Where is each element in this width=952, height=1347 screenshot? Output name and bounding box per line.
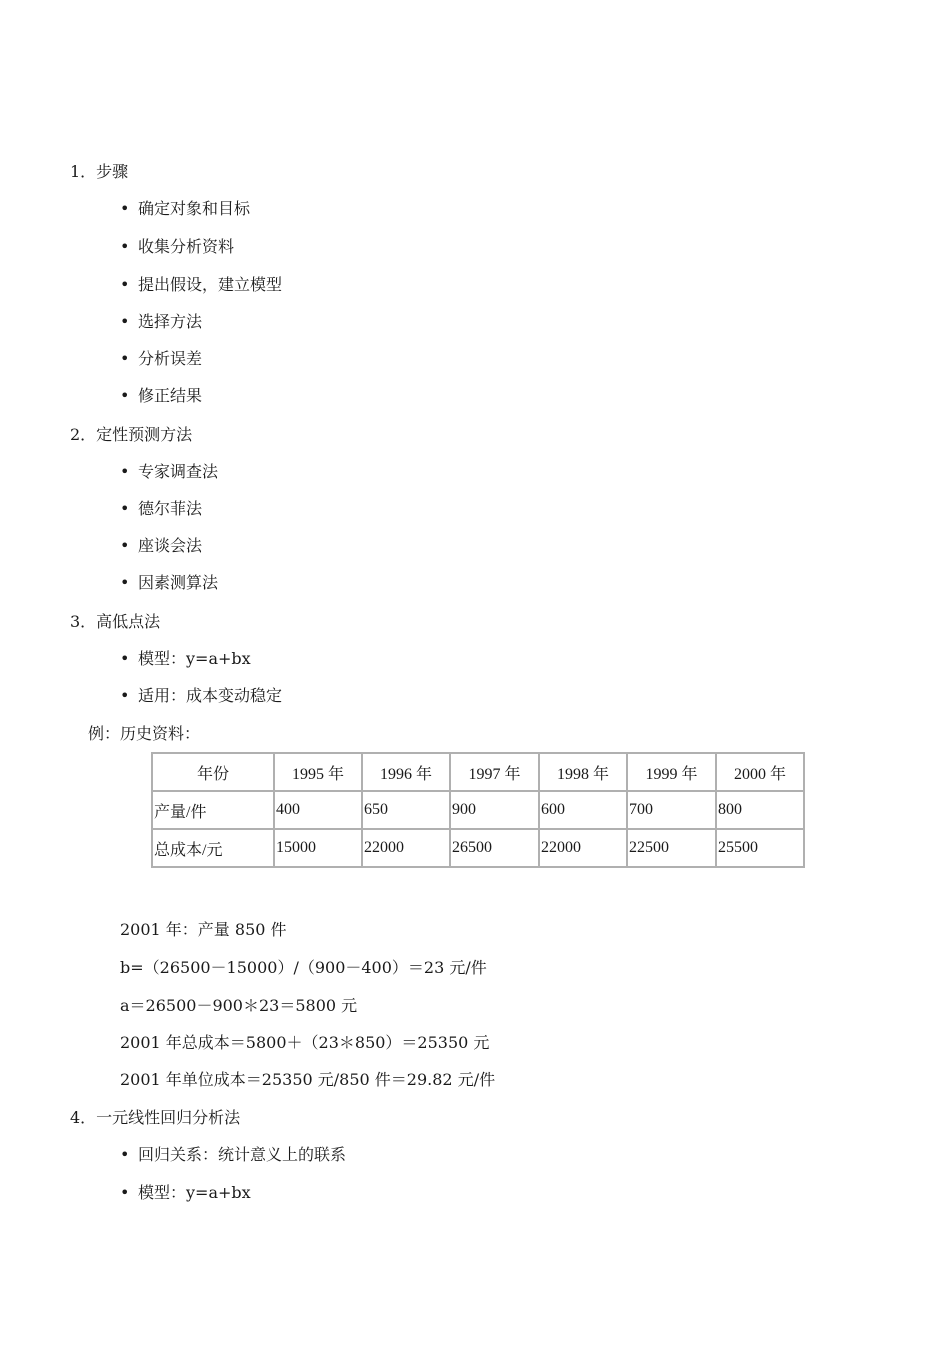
bullet-icon: • — [120, 1183, 130, 1202]
table-header-cell: 1995 年 — [274, 753, 362, 791]
list-item — [120, 275, 282, 295]
table-cell: 600 — [539, 791, 627, 829]
list-item-label: 分析误差 — [138, 349, 203, 368]
list-item — [120, 1145, 346, 1165]
table-cell: 25500 — [716, 829, 804, 867]
list-item-label: 专家调查法 — [138, 462, 219, 481]
bullet-icon: • — [120, 536, 130, 555]
list-item-label: 回归关系：统计意义上的联系 — [138, 1145, 347, 1164]
bullet-icon: • — [120, 349, 130, 368]
bullet-icon: • — [120, 275, 130, 294]
table-header-cell: 1996 年 — [362, 753, 450, 791]
table-row — [152, 791, 804, 829]
calc-line: 2001 年：产量 850 件 — [120, 920, 287, 939]
section-heading-qualitative: 2．定性预测方法 — [70, 425, 193, 444]
table-cell: 22000 — [539, 829, 627, 867]
table-cell: 650 — [362, 791, 450, 829]
list-item — [120, 536, 202, 556]
table-cell: 900 — [450, 791, 539, 829]
bullet-icon: • — [120, 199, 130, 218]
calc-line: a＝26500－900＊23＝5800 元 — [120, 996, 358, 1015]
bullet-icon: • — [120, 386, 130, 405]
list-item — [120, 649, 251, 669]
list-item-label: 修正结果 — [138, 386, 203, 405]
list-item-label: 选择方法 — [138, 312, 203, 331]
table-header-cell: 2000 年 — [716, 753, 804, 791]
list-item-label: 模型：y=a+bx — [138, 649, 251, 668]
table-header-cell: 1999 年 — [627, 753, 716, 791]
table-cell: 22500 — [627, 829, 716, 867]
table-header-cell: 1998 年 — [539, 753, 627, 791]
calc-line: 2001 年单位成本＝25350 元/850 件＝29.82 元/件 — [120, 1070, 496, 1089]
table-cell: 800 — [716, 791, 804, 829]
table-cell: 产量/件 — [152, 791, 274, 829]
list-item-label: 因素测算法 — [138, 573, 219, 592]
table-cell: 26500 — [450, 829, 539, 867]
section-heading-regression: 4．一元线性回归分析法 — [70, 1108, 241, 1127]
list-item-label: 模型：y=a+bx — [138, 1183, 251, 1202]
list-item — [120, 386, 202, 406]
list-item-label: 座谈会法 — [138, 536, 203, 555]
table-cell: 总成本/元 — [152, 829, 274, 867]
list-item — [120, 1183, 251, 1203]
table-cell: 400 — [274, 791, 362, 829]
section-heading-steps: 1．步骤 — [70, 162, 129, 181]
table-cell: 700 — [627, 791, 716, 829]
list-item — [120, 573, 218, 593]
list-item-label: 提出假设，建立模型 — [138, 275, 283, 294]
list-item-label: 适用：成本变动稳定 — [138, 686, 283, 705]
list-item — [120, 312, 202, 332]
list-item-label: 确定对象和目标 — [138, 199, 251, 218]
bullet-icon: • — [120, 462, 130, 481]
bullet-icon: • — [120, 573, 130, 592]
table-cell: 22000 — [362, 829, 450, 867]
table-header-cell: 1997 年 — [450, 753, 539, 791]
list-item — [120, 686, 282, 706]
bullet-icon: • — [120, 237, 130, 256]
list-item — [120, 199, 250, 219]
bullet-icon: • — [120, 649, 130, 668]
table-header-row — [152, 753, 804, 791]
table-header-cell: 年份 — [152, 753, 274, 791]
calc-line: 2001 年总成本＝5800＋（23＊850）＝25350 元 — [120, 1033, 490, 1052]
bullet-icon: • — [120, 1145, 130, 1164]
example-label: 例：历史资料： — [88, 724, 201, 743]
table-cell: 15000 — [274, 829, 362, 867]
section-heading-high-low: 3．高低点法 — [70, 612, 161, 631]
list-item — [120, 462, 218, 482]
list-item — [120, 499, 202, 519]
table-row — [152, 829, 804, 867]
list-item-label: 德尔菲法 — [138, 499, 203, 518]
bullet-icon: • — [120, 312, 130, 331]
list-item — [120, 349, 202, 369]
calc-line: b=（26500－15000）/（900－400）＝23 元/件 — [120, 958, 487, 977]
history-data-table — [151, 752, 805, 868]
list-item-label: 收集分析资料 — [138, 237, 235, 256]
bullet-icon: • — [120, 499, 130, 518]
bullet-icon: • — [120, 686, 130, 705]
list-item — [120, 237, 234, 257]
